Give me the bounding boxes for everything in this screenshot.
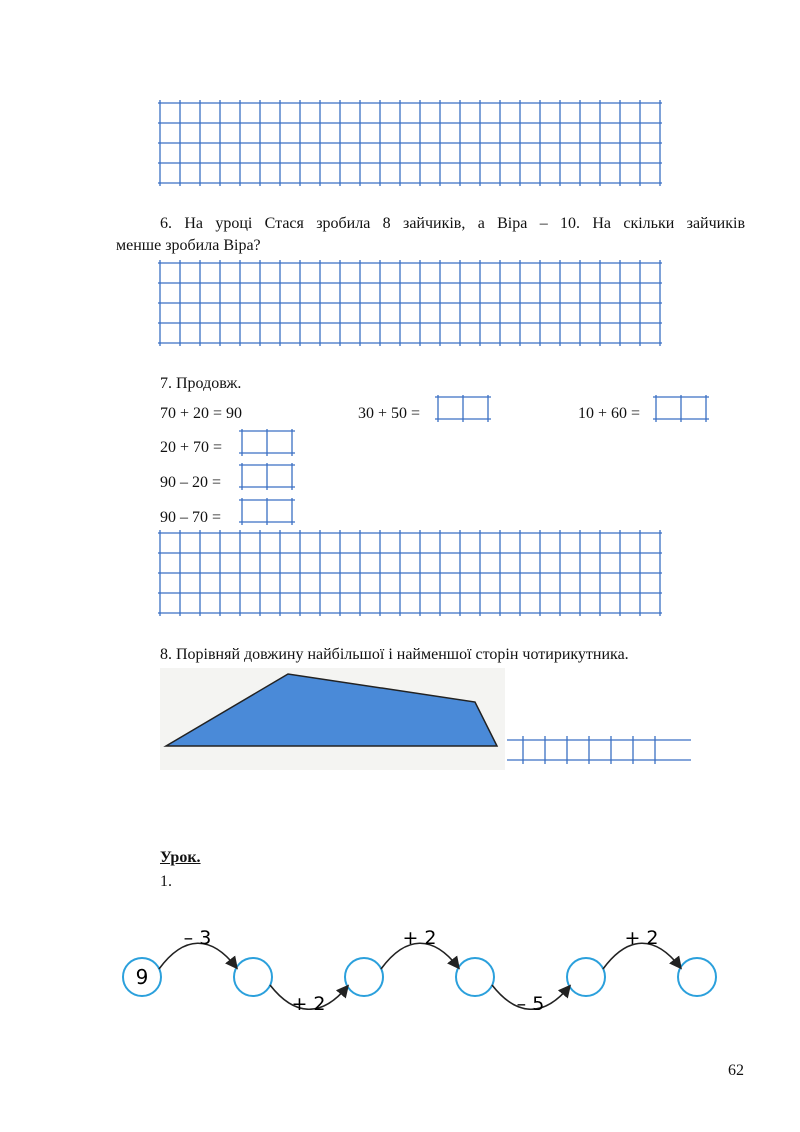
chain-step-label: + 2 [291, 993, 326, 1010]
task-6-text-line1: 6. На уроці Стася зробила 8 зайчиків, а Віра – 10. На скільки зайчиків [160, 215, 745, 232]
chain-answer-circle[interactable] [456, 958, 494, 996]
page-number: 62 [728, 1062, 744, 1079]
answer-grid-task-7[interactable] [158, 530, 662, 616]
chain-answer-circle[interactable] [234, 958, 272, 996]
equation-4: 20 + 70 = [160, 439, 223, 456]
lesson-title: Урок. [160, 849, 201, 866]
answer-box-eq-5[interactable] [239, 462, 297, 492]
answer-grid-top[interactable] [158, 100, 662, 186]
lesson-item-number: 1. [160, 873, 172, 890]
answer-strip-task-8[interactable] [507, 734, 693, 766]
number-chain-diagram [110, 920, 720, 1010]
answer-box-eq-2[interactable] [435, 394, 491, 424]
answer-box-eq-3[interactable] [653, 394, 711, 424]
equation-2: 30 + 50 = [358, 405, 421, 422]
equation-3: 10 + 60 = [578, 405, 641, 422]
chain-answer-circle[interactable] [567, 958, 605, 996]
chain-step-label: + 2 [624, 927, 659, 949]
chain-step-label: – 5 [516, 993, 545, 1010]
answer-box-eq-4[interactable] [239, 428, 297, 458]
answer-box-eq-6[interactable] [239, 497, 297, 527]
equation-5: 90 – 20 = [160, 474, 222, 491]
equation-1: 70 + 20 = 90 [160, 405, 243, 422]
quadrilateral-figure [160, 668, 505, 770]
chain-answer-circle[interactable] [345, 958, 383, 996]
task-7-heading: 7. Продовж. [160, 375, 242, 392]
task-8-text: 8. Порівняй довжину найбільшої і найменшої сторін чотирикутника. [160, 646, 629, 663]
equation-6: 90 – 70 = [160, 509, 222, 526]
task-6-text-line2: менше зробила Віра? [116, 237, 261, 254]
chain-step-label: – 3 [183, 927, 212, 949]
chain-answer-circle[interactable] [678, 958, 716, 996]
answer-grid-task-6[interactable] [158, 260, 662, 346]
chain-step-label: + 2 [402, 927, 437, 949]
chain-start-value: 9 [135, 965, 149, 989]
